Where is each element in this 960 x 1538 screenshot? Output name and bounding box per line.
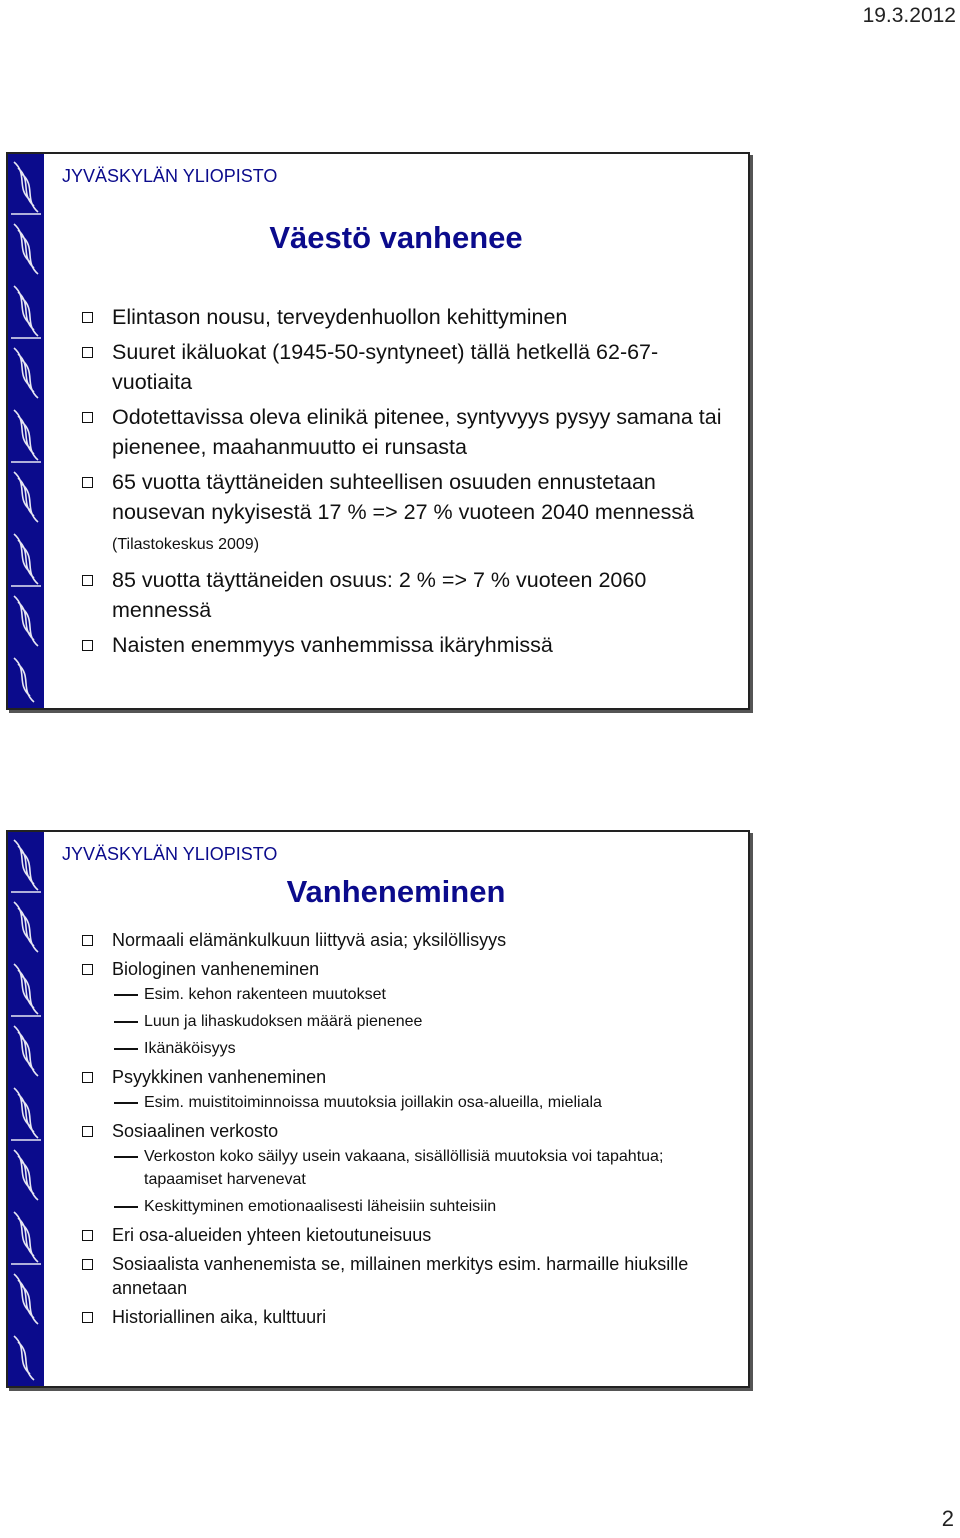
list-item: Biologinen vanheneminen Esim. kehon rakenteen muutokset Luun ja lihaskudoksen määrä pienenee Ikänäköisyys bbox=[82, 957, 724, 1060]
hollow-square-icon bbox=[82, 1072, 93, 1083]
university-name: JYVÄSKYLÄN YLIOPISTO bbox=[62, 844, 278, 864]
dash-icon bbox=[114, 1156, 138, 1158]
sub-list-item: Keskittyminen emotionaalisesti läheisiin suhteisiin bbox=[112, 1195, 724, 1218]
sub-list-item: Luun ja lihaskudoksen määrä pienenee bbox=[112, 1010, 724, 1033]
sub-list-item: Esim. muistitoiminnoissa muutoksia joillakin osa-alueilla, mieliala bbox=[112, 1091, 724, 1114]
hollow-square-icon bbox=[82, 1230, 93, 1241]
page-number: 2 bbox=[941, 1506, 954, 1531]
bullet-list bbox=[82, 302, 724, 665]
bullet-list bbox=[82, 928, 724, 1334]
slide-vanheneminen bbox=[6, 830, 750, 1388]
logo-strip-svg bbox=[8, 832, 44, 1386]
sub-list bbox=[112, 1091, 724, 1114]
dash-icon bbox=[114, 994, 138, 996]
list-item: Eri osa-alueiden yhteen kietoutuneisuus bbox=[82, 1223, 724, 1247]
dash-icon bbox=[114, 1102, 138, 1104]
hollow-square-icon bbox=[82, 640, 93, 651]
list-item: 65 vuotta täyttäneiden suhteellisen osuuden ennustetaan nousevan nykyisestä 17 % => 27 % vuoteen 2040 mennessä (Tilastokeskus 2009) bbox=[82, 467, 724, 560]
page-date: 19.3.2012 bbox=[862, 4, 956, 27]
list-item: Elintason nousu, terveydenhuollon kehittyminen bbox=[82, 302, 724, 332]
list-item: Suuret ikäluokat (1945-50-syntyneet) tällä hetkellä 62-67-vuotiaita bbox=[82, 337, 724, 397]
hollow-square-icon bbox=[82, 964, 93, 975]
dash-icon bbox=[114, 1206, 138, 1208]
list-item: Sosiaalista vanhenemista se, millainen merkitys esim. harmaille hiuksille annetaan bbox=[82, 1252, 724, 1300]
list-item: Sosiaalinen verkosto Verkoston koko säilyy usein vakaana, sisällöllisiä muutoksia voi tapahtua; tapaamiset harvenevat Keskittyminen emotionaalisesti läheisiin suhteisiin bbox=[82, 1119, 724, 1218]
slide-vaesto-vanhenee bbox=[6, 152, 750, 710]
logo-strip-svg bbox=[8, 154, 44, 708]
sub-list bbox=[112, 1145, 724, 1218]
sub-list-item: Verkoston koko säilyy usein vakaana, sisällöllisiä muutoksia voi tapahtua; tapaamiset harvenevat bbox=[112, 1145, 724, 1191]
dash-icon bbox=[114, 1048, 138, 1050]
list-item: Normaali elämänkulkuun liittyvä asia; yksilöllisyys bbox=[82, 928, 724, 952]
university-logo-pattern bbox=[8, 154, 44, 708]
hollow-square-icon bbox=[82, 1126, 93, 1137]
hollow-square-icon bbox=[82, 477, 93, 488]
hollow-square-icon bbox=[82, 1312, 93, 1323]
hollow-square-icon bbox=[82, 935, 93, 946]
list-item: Historiallinen aika, kulttuuri bbox=[82, 1305, 724, 1329]
slide-title: Vanheneminen bbox=[286, 874, 506, 909]
hollow-square-icon bbox=[82, 575, 93, 586]
hollow-square-icon bbox=[82, 412, 93, 423]
sub-list-item: Ikänäköisyys bbox=[112, 1037, 724, 1060]
list-item: Naisten enemmyys vanhemmissa ikäryhmissä bbox=[82, 630, 724, 660]
source-note: (Tilastokeskus 2009) bbox=[112, 536, 260, 553]
slide-title: Väestö vanhenee bbox=[269, 220, 523, 255]
sub-list-item: Esim. kehon rakenteen muutokset bbox=[112, 983, 724, 1006]
sub-list bbox=[112, 983, 724, 1060]
list-item: Odotettavissa oleva elinikä pitenee, syntyvyys pysyy samana tai pienenee, maahanmuutto ei runsasta bbox=[82, 402, 724, 462]
university-logo-pattern bbox=[8, 832, 44, 1386]
dash-icon bbox=[114, 1021, 138, 1023]
hollow-square-icon bbox=[82, 1259, 93, 1270]
university-name: JYVÄSKYLÄN YLIOPISTO bbox=[62, 166, 278, 186]
list-item: Psyykkinen vanheneminen Esim. muistitoiminnoissa muutoksia joillakin osa-alueilla, mieliala bbox=[82, 1065, 724, 1114]
list-item: 85 vuotta täyttäneiden osuus: 2 % => 7 % vuoteen 2060 mennessä bbox=[82, 565, 724, 625]
hollow-square-icon bbox=[82, 312, 93, 323]
hollow-square-icon bbox=[82, 347, 93, 358]
